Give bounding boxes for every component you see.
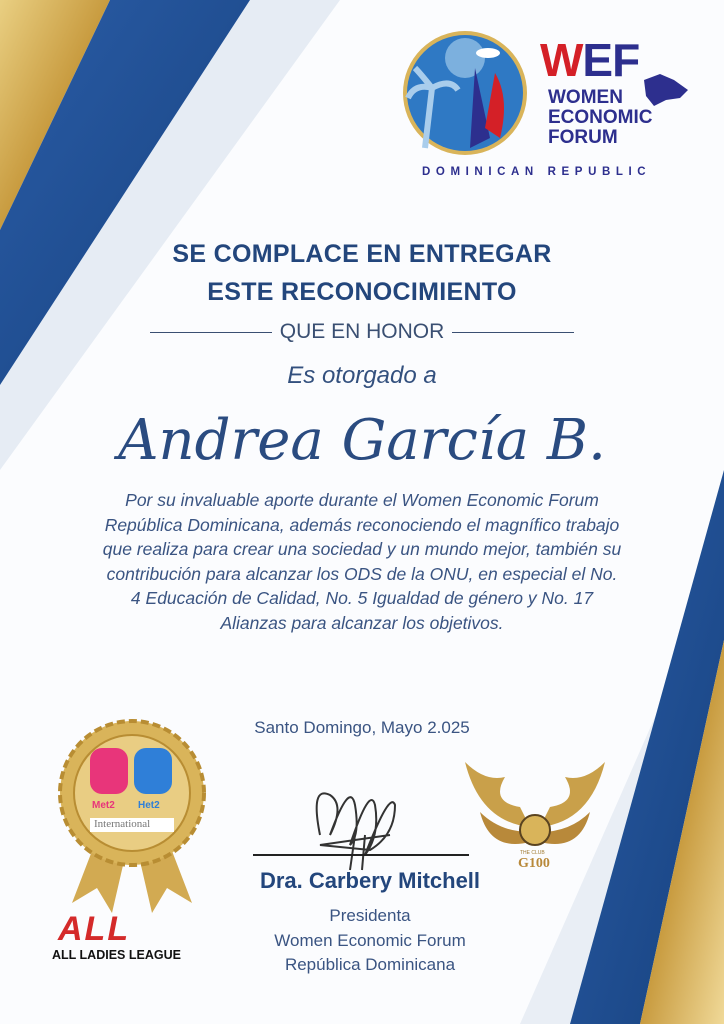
signature-line xyxy=(253,854,469,856)
wef-line-economic: ECONOMIC xyxy=(548,107,653,128)
divider-right xyxy=(452,332,574,333)
recipient-name: Andrea García B. xyxy=(118,408,606,473)
wef-ef: EF xyxy=(582,34,640,86)
g100-label: G100 xyxy=(518,856,550,871)
wef-w: W xyxy=(540,34,583,86)
date-place: Santo Domingo, Mayo 2.025 xyxy=(254,718,470,737)
wef-line-forum: FORUM xyxy=(548,127,618,148)
met2-het2-medal xyxy=(52,718,212,918)
met2-label: Met2 xyxy=(92,800,115,811)
role-country: República Dominicana xyxy=(284,955,456,974)
het2-label: Het2 xyxy=(138,800,160,811)
g100-the-club: THE CLUB xyxy=(520,850,545,856)
all-ladies-league-text: ALL LADIES LEAGUE xyxy=(52,948,181,962)
wef-acronym xyxy=(540,34,640,86)
heading-line-1: SE COMPLACE EN ENTREGAR xyxy=(172,240,552,268)
role-title: Presidenta xyxy=(329,906,411,925)
given-to: Es otorgado a xyxy=(287,362,437,389)
signature-image xyxy=(300,775,410,875)
wef-name xyxy=(548,88,653,148)
international-label: International xyxy=(94,818,151,830)
wef-line-women: WOMEN xyxy=(548,87,623,108)
g100-club-logo xyxy=(460,752,610,877)
heading-line-2: ESTE RECONOCIMIENTO xyxy=(207,278,517,306)
all-ladies-league-logo: ALL xyxy=(58,910,131,948)
honor-text: QUE EN HONOR xyxy=(279,320,445,343)
wef-globe-emblem xyxy=(400,28,530,158)
wef-country: DOMINICAN REPUBLIC xyxy=(422,166,652,178)
role-organization: Women Economic Forum xyxy=(274,930,466,950)
divider-left xyxy=(150,332,272,333)
signer-name: Dra. Carbery Mitchell xyxy=(259,868,481,893)
honor-row xyxy=(0,320,724,344)
citation-text: Por su invaluable aporte durante el Women Economic Forum República Dominicana, además reconociendo el magnífico trabajo que realiza para crear una sociedad y un mundo mejor, también su contribución para alcanzar los ODS de la ONU, en especial el No. 4 Educación de Calidad, No. 5 Igualdad de género y No. 17 Alianzas para alcanzar los objetivos. xyxy=(102,490,622,633)
